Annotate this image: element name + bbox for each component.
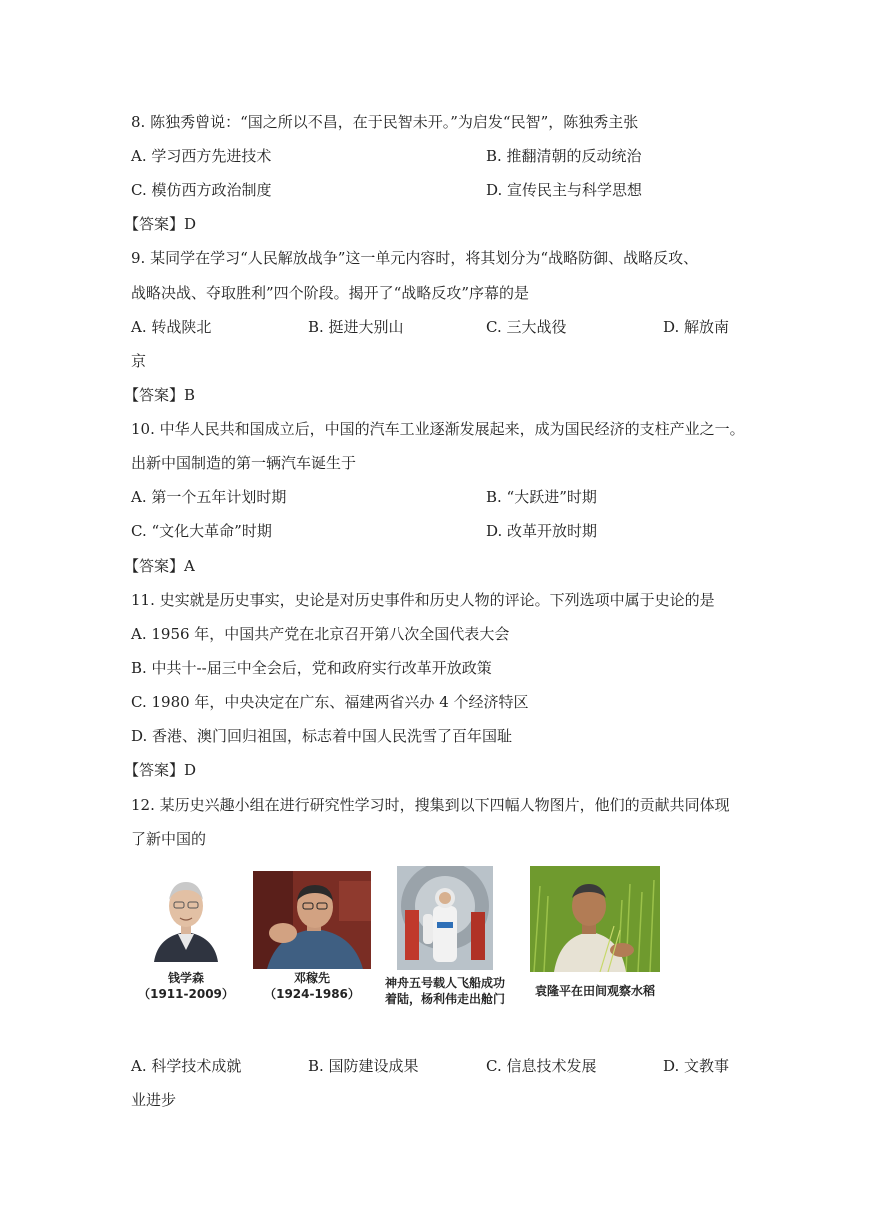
astronaut-photo (397, 866, 493, 970)
photo-2-caption-name: 邓稼先 (293, 971, 330, 985)
q9-option-a: A. 转战陕北 (131, 318, 212, 336)
q9-option-c: C. 三大战役 (486, 318, 567, 336)
q9-option-d: D. 解放南 (663, 318, 730, 336)
q12-stem-line1: 12. 某历史兴趣小组在进行研究性学习时，搜集到以下四幅人物图片，他们的贡献共同体现 (131, 796, 730, 814)
q10-option-d: D. 改革开放时期 (486, 522, 598, 540)
q9-option-b: B. 挺进大别山 (308, 318, 404, 336)
q9-option-d-wrap: 京 (131, 352, 147, 370)
q11-stem: 11. 史实就是历史事实，史论是对历史事件和历史人物的评论。下列选项中属于史论的是 (131, 591, 715, 609)
q8-stem: 8. 陈独秀曾说：“国之所以不昌，在于民智未开。”为启发“民智”，陈独秀主张 (131, 113, 639, 131)
q12-option-a: A. 科学技术成就 (131, 1057, 242, 1075)
q11-answer: 【答案】D (124, 761, 197, 779)
q11-option-c: C. 1980 年，中央决定在广东、福建两省兴办 4 个经济特区 (131, 693, 529, 711)
q11-option-d: D. 香港、澳门回归祖国，标志着中国人民洗雪了百年国耻 (131, 727, 513, 745)
q8-option-c: C. 模仿西方政治制度 (131, 181, 272, 199)
q10-option-b: B. “大跃进”时期 (486, 488, 597, 506)
portrait-photo-2 (253, 871, 371, 969)
q10-option-a: A. 第一个五年计划时期 (131, 488, 287, 506)
q10-answer: 【答案】A (124, 557, 195, 575)
q12-option-c: C. 信息技术发展 (486, 1057, 597, 1075)
q11-option-b: B. 中共十--届三中全会后，党和政府实行改革开放政策 (131, 659, 492, 677)
q12-option-b: B. 国防建设成果 (308, 1057, 419, 1075)
q8-answer: 【答案】D (124, 215, 197, 233)
rice-field-photo (530, 866, 660, 972)
photo-4-caption: 袁隆平在田间观察水稻 (534, 984, 655, 998)
q8-option-d: D. 宣传民主与科学思想 (486, 181, 643, 199)
q10-option-c: C. “文化大革命”时期 (131, 522, 272, 540)
q8-option-b: B. 推翻清朝的反动统治 (486, 147, 642, 165)
q12-option-d-wrap: 业进步 (131, 1091, 177, 1109)
photo-1-caption-years: （1911-2009） (138, 987, 234, 1001)
photo-3-caption-line2: 着陆，杨利伟走出舱门 (384, 992, 505, 1006)
q9-answer: 【答案】B (124, 386, 196, 404)
photo-1-caption-name: 钱学森 (167, 971, 204, 985)
q10-stem-line1: 10. 中华人民共和国成立后，中国的汽车工业逐渐发展起来，成为国民经济的支柱产业之一。 (131, 420, 745, 438)
q9-stem-line1: 9. 某同学在学习“人民解放战争”这一单元内容时，将其划分为“战略防御、战略反攻、 (131, 249, 699, 267)
photo-2-caption-years: （1924-1986） (264, 987, 360, 1001)
photo-3-caption-line1: 神舟五号载人飞船成功 (384, 976, 505, 990)
q12-stem-line2: 了新中国的 (131, 830, 207, 848)
q12-option-d: D. 文教事 (663, 1057, 730, 1075)
portrait-photo-1 (148, 870, 224, 962)
q8-option-a: A. 学习西方先进技术 (131, 147, 272, 165)
q10-stem-line2: 出新中国制造的第一辆汽车诞生于 (131, 454, 357, 472)
q11-option-a: A. 1956 年，中国共产党在北京召开第八次全国代表大会 (131, 625, 510, 643)
q9-stem-line2: 战略决战、夺取胜利”四个阶段。揭开了“战略反攻”序幕的是 (131, 284, 530, 302)
